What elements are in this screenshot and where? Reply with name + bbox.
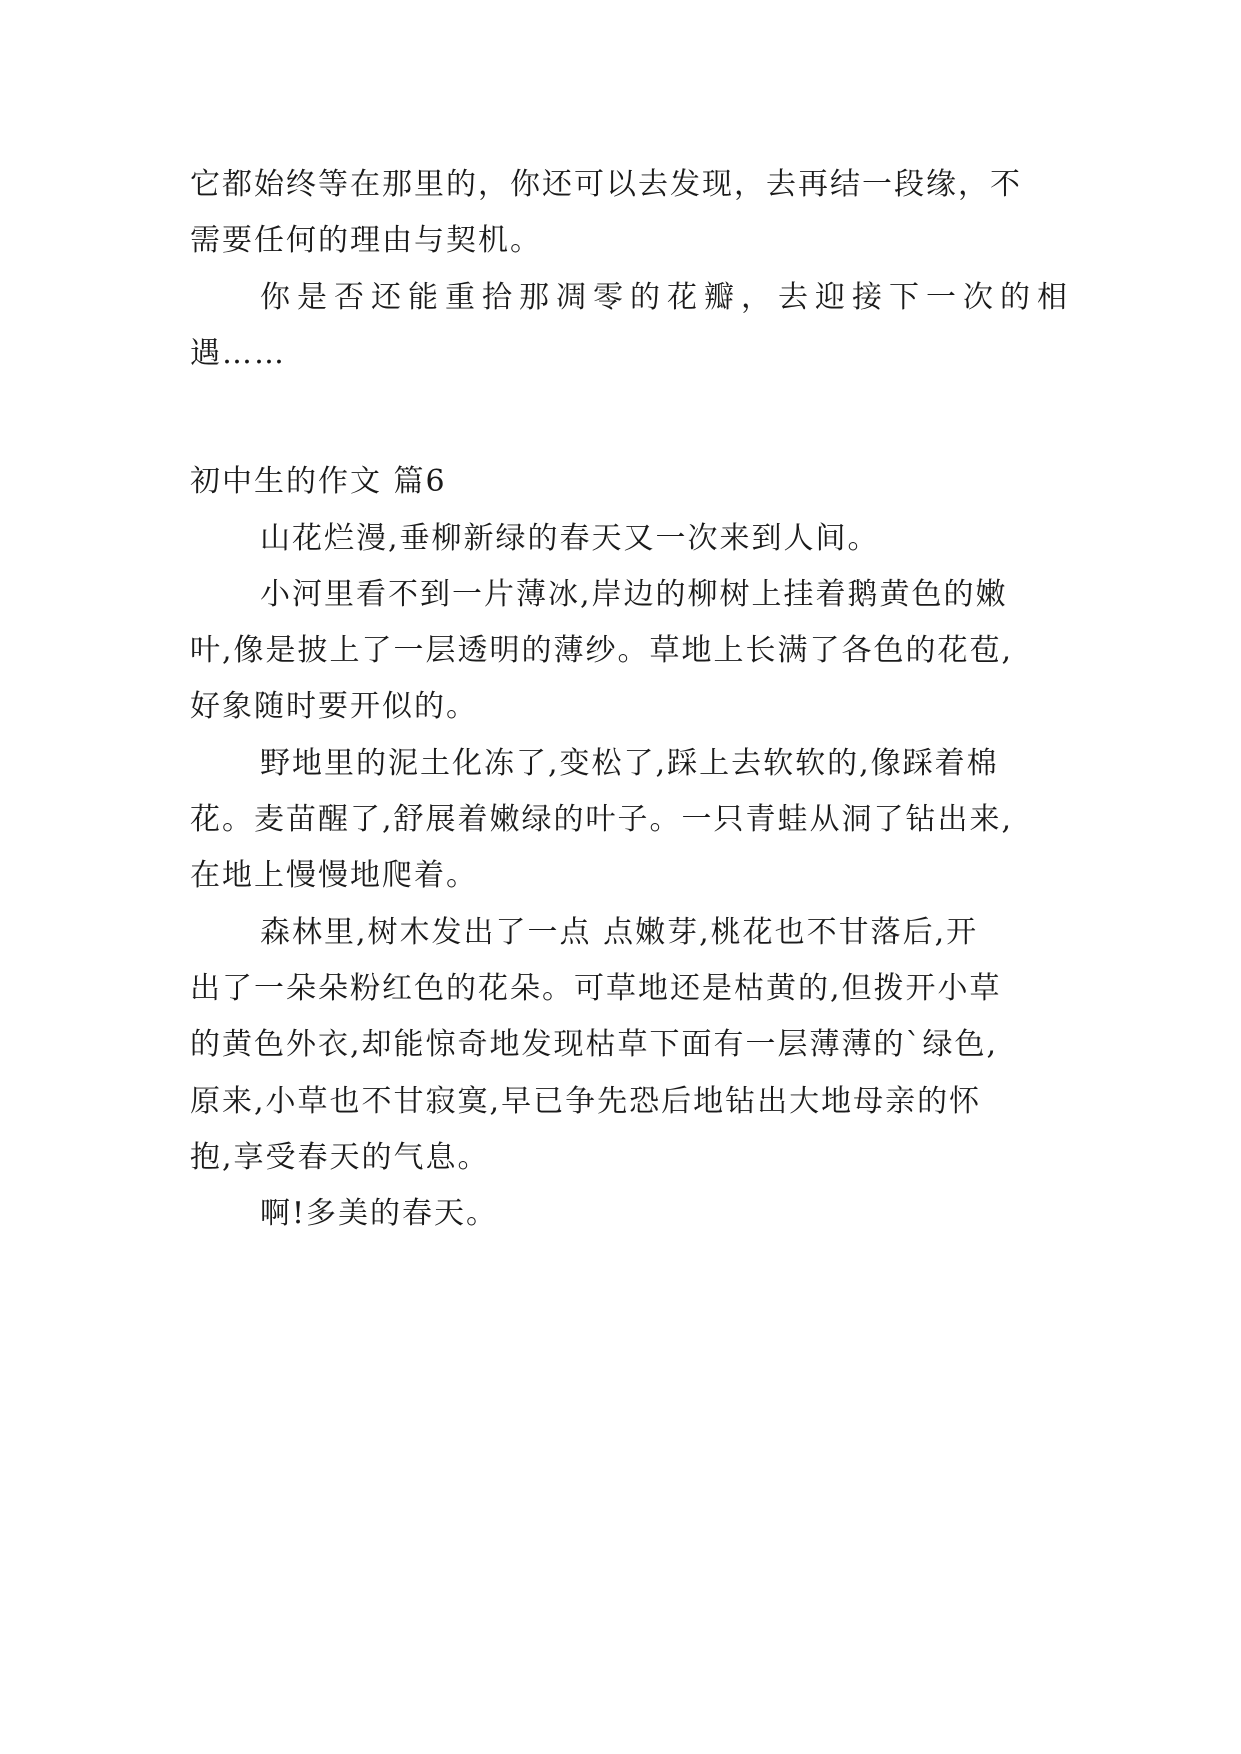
text-line: 遇…… [190, 336, 286, 371]
text-line: 的黄色外衣,却能惊奇地发现枯草下面有一层薄薄的`绿色, [190, 1027, 999, 1062]
text-line: 野地里的泥土化冻了,变松了,踩上去软软的,像踩着棉 [260, 746, 999, 781]
text-line: 抱,享受春天的气息。 [190, 1140, 490, 1175]
text-line: 出了一朵朵粉红色的花朵。可草地还是枯黄的,但拨开小草 [190, 971, 1002, 1006]
text-line: 啊!多美的春天。 [260, 1196, 499, 1231]
text-line: 它都始终等在那里的，你还可以去发现，去再结一段缘，不 [190, 167, 1022, 202]
text-line: 小河里看不到一片薄冰,岸边的柳树上挂着鹅黄色的嫩 [260, 577, 1008, 612]
text-line: 原来,小草也不甘寂寞,早已争先恐后地钻出大地母亲的怀 [190, 1084, 982, 1119]
text-line: 花。麦苗醒了,舒展着嫩绿的叶子。一只青蛙从洞了钻出来, [190, 802, 1014, 837]
text-line: 山花烂漫,垂柳新绿的春天又一次来到人间。 [260, 521, 880, 556]
text-line: 你是否还能重拾那凋零的花瓣，去迎接下一次的相 [260, 280, 1074, 315]
text-line: 需要任何的理由与契机。 [190, 223, 542, 258]
text-line: 叶,像是披上了一层透明的薄纱。草地上长满了各色的花苞, [190, 633, 1014, 668]
section-heading: 初中生的作文 篇6 [190, 464, 447, 499]
text-line: 在地上慢慢地爬着。 [190, 858, 478, 893]
text-line: 森林里,树木发出了一点 点嫩芽,桃花也不甘落后,开 [260, 915, 979, 950]
text-line: 好象随时要开似的。 [190, 689, 478, 724]
